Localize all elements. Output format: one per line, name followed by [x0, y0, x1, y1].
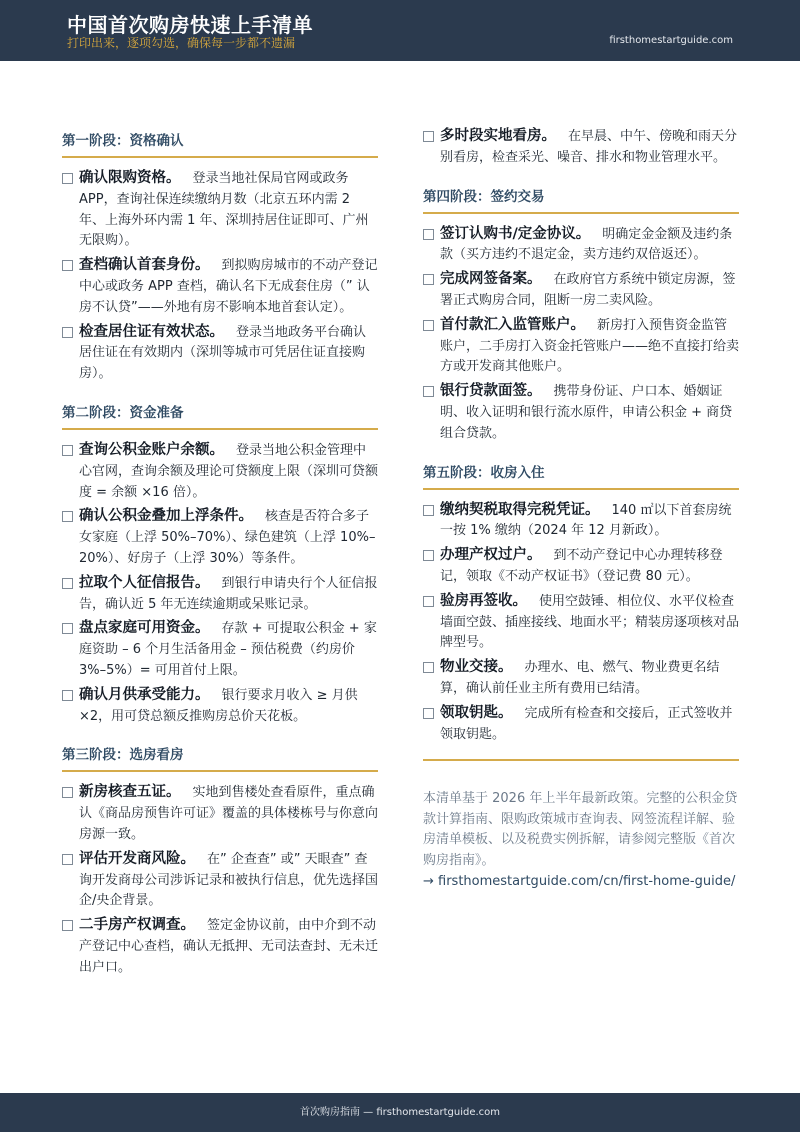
header-site-link[interactable]: firsthomestartguide.com	[609, 35, 733, 46]
item-title: 检查居住证有效状态。	[79, 323, 224, 340]
checklist-item[interactable]	[423, 224, 739, 267]
checkbox[interactable]	[423, 596, 434, 607]
footer-text: 首次购房指南 — firsthomestartguide.com	[299, 1107, 501, 1118]
checklist-item[interactable]	[423, 703, 739, 746]
item-text: 登录当地政务平台确认居住证在有效期内（深圳等城市可凭居住证直接购房）。	[79, 324, 367, 382]
item-title: 签订认购书/定金协议。	[440, 225, 591, 242]
checkbox[interactable]	[423, 131, 434, 142]
item-text: 140 ㎡以下首套房统一按 1% 缴纳（2024 年 12 月新政）。	[440, 502, 732, 539]
section-divider	[62, 156, 378, 158]
checkbox[interactable]	[62, 787, 73, 798]
checklist-item[interactable]	[62, 255, 378, 318]
item-title: 评估开发商风险。	[79, 850, 195, 867]
checklist-item[interactable]	[62, 506, 378, 569]
checklist-item[interactable]	[62, 685, 378, 728]
checkbox[interactable]	[423, 274, 434, 285]
checklist-item[interactable]	[62, 322, 378, 385]
section-divider	[423, 488, 739, 490]
section-title-stage5: 第五阶段：收房入住	[423, 464, 545, 481]
item-title: 盘点家庭可用资金。	[79, 620, 210, 637]
checkbox[interactable]	[423, 505, 434, 516]
item-title: 物业交接。	[440, 659, 513, 676]
checkbox[interactable]	[62, 623, 73, 634]
checklist-item[interactable]	[62, 440, 378, 503]
guide-link[interactable]: → firsthomestartguide.com/cn/first-home-guide/	[423, 874, 736, 890]
item-title: 确认公积金叠加上浮条件。	[79, 508, 253, 525]
left-column	[62, 126, 378, 982]
item-title: 领取钥匙。	[440, 704, 513, 721]
item-title: 多时段实地看房。	[440, 128, 556, 144]
checkbox[interactable]	[62, 578, 73, 589]
checkbox[interactable]	[62, 445, 73, 456]
item-text: 新房打入预售资金监管账户，二手房打入资金托管账户——绝不直接打给卖方或开发商其他账户。	[440, 317, 740, 375]
checkbox[interactable]	[62, 854, 73, 865]
checklist-item[interactable]	[62, 618, 378, 681]
checkbox[interactable]	[62, 260, 73, 271]
item-title: 银行贷款面签。	[440, 383, 542, 400]
right-column	[423, 126, 739, 893]
checkbox[interactable]	[423, 320, 434, 331]
page-footer	[0, 1093, 800, 1132]
checkbox[interactable]	[62, 327, 73, 338]
section-title-stage3: 第三阶段：选房看房	[62, 747, 184, 764]
item-text: 银行要求月收入 ≥ 月供 ×2，用可贷总额反推购房总价天花板。	[79, 687, 358, 724]
section-title-stage1: 第一阶段：资格确认	[62, 133, 184, 149]
item-text: 在早晨、中午、傍晚和雨天分别看房，检查采光、噪音、排水和物业管理水平。	[440, 129, 738, 165]
checklist-item[interactable]	[423, 269, 739, 312]
guide-note: 本清单基于 2026 年上半年最新政策。完整的公积金贷款计算指南、限购政策城市查询表、网签流程详解、验房清单模板、以及税费实例拆解，请参阅完整版《首次购房指南》。	[423, 791, 738, 868]
item-text: 登录当地社保局官网或政务 APP，查询社保连续缴纳月数（北京五环内需 2 年、上海外环内需 1 年、深圳持居住证即可、广州无限购）。	[79, 171, 369, 249]
section-divider	[423, 212, 739, 214]
page-header	[0, 0, 800, 61]
item-title: 缴纳契税取得完税凭证。	[440, 501, 600, 518]
item-text: 在” 企查查” 或” 天眼查” 查询开发商母公司涉诉记录和被执行信息，优先选择国企/央企背景。	[79, 851, 379, 909]
item-title: 确认限购资格。	[79, 170, 181, 186]
item-title: 确认月供承受能力。	[79, 686, 210, 703]
checkbox[interactable]	[423, 662, 434, 673]
checkbox[interactable]	[423, 550, 434, 561]
item-text: 签定金协议前，由中介到不动产登记中心查档，确认无抵押、无司法查封、无未迁出户口。	[79, 918, 379, 975]
item-text: 在政府官方系统中锁定房源，签署正式购房合同，阻断一房二卖风险。	[440, 272, 736, 308]
checkbox[interactable]	[62, 173, 73, 184]
section-divider	[62, 770, 378, 772]
item-text: 完成所有检查和交接后，正式签收并领取钥匙。	[440, 705, 733, 742]
item-title: 首付款汇入监管账户。	[440, 316, 585, 333]
checkbox[interactable]	[423, 708, 434, 719]
section-title-stage2: 第二阶段：资金准备	[62, 404, 184, 421]
item-text: 到拟购房城市的不动产登记中心或政务 APP 查档，确认名下无成套住房（” 认房不认贷”——外地有房不影响本地首套认定）。	[79, 258, 378, 315]
checklist-item[interactable]	[423, 126, 739, 169]
closing-divider	[423, 759, 739, 761]
checklist-item[interactable]	[423, 381, 739, 444]
item-title: 查档确认首套身份。	[79, 257, 210, 274]
checkbox[interactable]	[62, 511, 73, 522]
checklist-item[interactable]	[62, 915, 378, 978]
item-text: 使用空鼓锤、相位仪、水平仪检查墙面空鼓、插座接线、地面水平；精装房逐项核对品牌型号。	[440, 593, 740, 651]
checklist-item[interactable]	[423, 315, 739, 378]
item-text: 到不动产登记中心办理转移登记，领取《不动产权证书》（登记费 80 元）。	[440, 548, 723, 584]
item-title: 办理产权过户。	[440, 547, 542, 564]
checklist-item[interactable]	[62, 782, 378, 845]
item-title: 验房再签收。	[440, 592, 527, 609]
checkbox[interactable]	[423, 229, 434, 240]
item-text: 办理水、电、燃气、物业费更名结算，确认前任业主所有费用已结清。	[440, 660, 720, 696]
checklist-item[interactable]	[423, 500, 739, 543]
item-text: 核查是否符合多子女家庭（上浮 50%–70%）、绿色建筑（上浮 10%–20%）、好房子（上浮 30%）等条件。	[79, 509, 376, 566]
checklist-item[interactable]	[62, 168, 378, 252]
checklist-item[interactable]	[423, 591, 739, 654]
item-text: 到银行申请央行个人征信报告，确认近 5 年无连续逾期或呆账记录。	[79, 575, 378, 612]
item-text: 存款 + 可提取公积金 + 家庭资助 – 6 个月生活备用金 – 预估税费（约房价 3%–5%）= 可用首付上限。	[79, 621, 377, 678]
item-title: 完成网签备案。	[440, 271, 542, 288]
checkbox[interactable]	[62, 690, 73, 701]
item-title: 新房核查五证。	[79, 784, 181, 801]
checklist-item[interactable]	[62, 849, 378, 912]
section-title-stage4: 第四阶段：签约交易	[423, 188, 545, 205]
checklist-item[interactable]	[62, 573, 378, 616]
item-title: 二手房产权调查。	[79, 917, 195, 934]
item-text: 明确定金金额及违约条款（买方违约不退定金，卖方违约双倍返还）。	[440, 226, 733, 263]
item-title: 查询公积金账户余额。	[79, 441, 224, 458]
item-text: 实地到售楼处查看原件，重点确认《商品房预售许可证》覆盖的具体楼栋号与你意向房源一致。	[79, 785, 379, 842]
item-text: 携带身份证、户口本、婚姻证明、收入证明和银行流水原件，申请公积金 + 商贷组合贷款。	[440, 384, 733, 441]
page-subtitle: 打印出来，逐项勾选，确保每一步都不遗漏	[67, 36, 296, 50]
item-title: 拉取个人征信报告。	[79, 574, 210, 591]
item-text: 登录当地公积金管理中心官网，查询余额及理论可贷额度上限（深圳可贷额度 = 余额 ×16 倍）。	[79, 442, 379, 500]
checkbox[interactable]	[62, 920, 73, 931]
checklist-item[interactable]	[423, 657, 739, 700]
section-divider	[62, 428, 378, 430]
page-title: 中国首次购房快速上手清单	[67, 13, 313, 37]
checkbox[interactable]	[423, 386, 434, 397]
checklist-item[interactable]	[423, 545, 739, 588]
